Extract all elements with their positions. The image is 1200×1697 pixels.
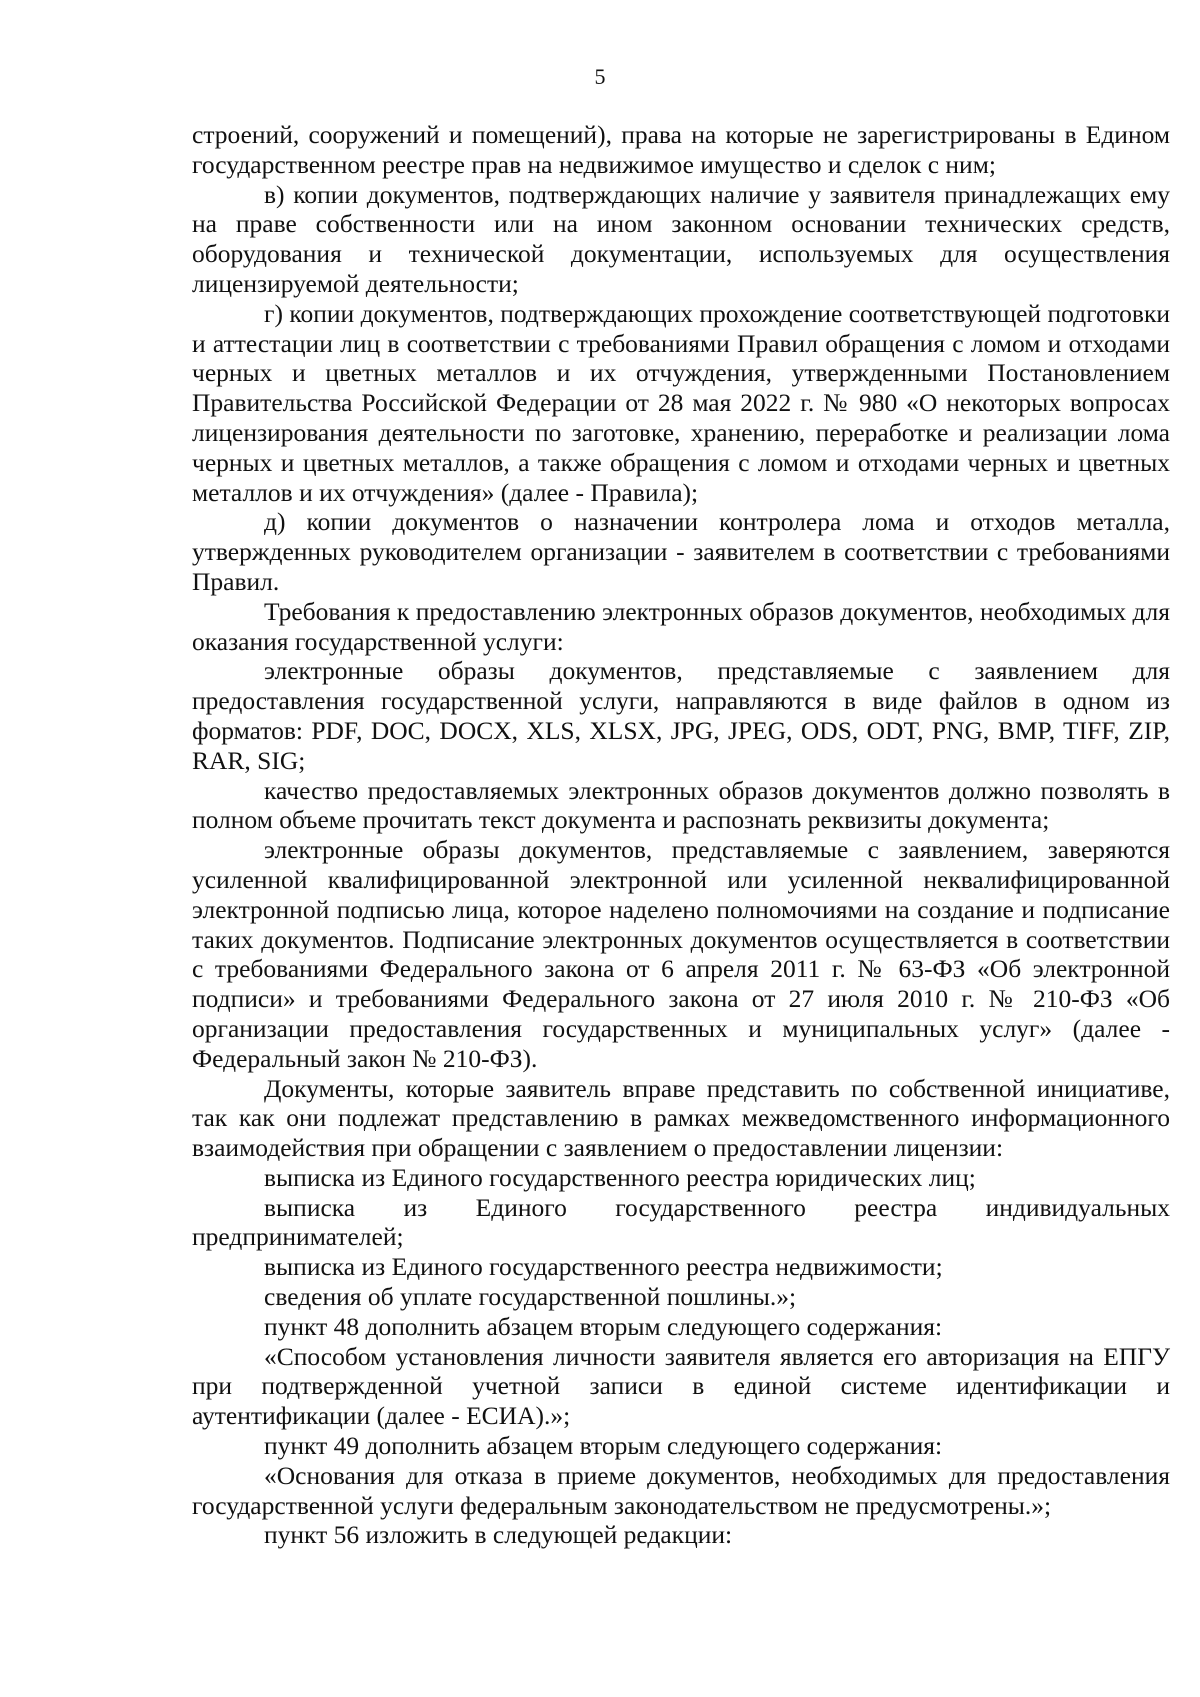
- document-body: [192, 120, 1170, 1550]
- paragraph-electronic-signature: электронные образы документов, представляемые с заявлением, заверяются усиленной квалифицированной электронной или усиленной неквалифицированной электронной подписью лица, которое наделено полномочиями на создание и подписание таких документов. Подписание электронных документов осуществляется в соответствии с требованиями Федерального закона от 6 апреля 2011 г. № 63-ФЗ «Об электронной подписи» и требованиями Федерального закона от 27 июля 2010 г. № 210-ФЗ «Об организации предоставления государственных и муниципальных услуг» (далее - Федеральный закон № 210-ФЗ).: [192, 835, 1170, 1073]
- paragraph-item-48: пункт 48 дополнить абзацем вторым следующего содержания:: [264, 1311, 943, 1341]
- paragraph-item-d: д) копии документов о назначении контролера лома и отходов металла, утвержденных руководителем организации - заявителем в соответствии с требованиями Правил.: [192, 507, 1170, 596]
- list-item-state-fee: сведения об уплате государственной пошлины.»;: [264, 1282, 797, 1312]
- paragraph-file-formats: электронные образы документов, представляемые с заявлением для предоставления государственной услуги, направляются в виде файлов в одном из форматов: PDF, DOC, DOCX, XLS, XLSX, JPG, JPEG, ODS, ODT, PNG, BMP, TIFF, ZIP, RAR, SIG;: [192, 656, 1170, 775]
- paragraph-refusal-grounds: «Основания для отказа в приеме документов, необходимых для предоставления государственной услуги федеральным законодательством не предусмотрены.»;: [192, 1460, 1170, 1520]
- paragraph-item-56: пункт 56 изложить в следующей редакции:: [264, 1520, 733, 1550]
- paragraph-identity-verification: «Способом установления личности заявителя является его авторизация на ЕПГУ при подтвержденной учетной записи в единой системе идентификации и аутентификации (далее - ЕСИА).»;: [192, 1341, 1170, 1431]
- page-number: 5: [594, 64, 606, 89]
- list-item-egrip: выписка из Единого государственного реестра индивидуальных предпринимателей;: [192, 1192, 1170, 1252]
- paragraph-item-g: г) копии документов, подтверждающих прохождение соответствующей подготовки и аттестации лиц в соответствии с требованиями Правил обращения с ломом и отходами черных и цветных металлов и их отчуждения, утвержденными Постановлением Правительства Российской Федерации от 28 мая 2022 г. № 980 «О некоторых вопросах лицензирования деятельности по заготовке, хранению, переработке и реализации лома черных и цветных металлов, а также обращения с ломом и отходами черных и цветных металлов и их отчуждения» (далее - Правила);: [192, 298, 1170, 507]
- paragraph-requirements-heading: Требования к предоставлению электронных образов документов, необходимых для оказания государственной услуги:: [192, 596, 1170, 656]
- paragraph-optional-documents: Документы, которые заявитель вправе представить по собственной инициативе, так как они подлежат представлению в рамках межведомственного информационного взаимодействия при обращении с заявлением о предоставлении лицензии:: [192, 1073, 1170, 1163]
- list-item-egrn: выписка из Единого государственного реестра недвижимости;: [264, 1252, 943, 1282]
- paragraph-continuation: строений, сооружений и помещений), права на которые не зарегистрированы в Едином государственном реестре прав на недвижимое имущество и сделок с ним;: [192, 120, 1170, 179]
- list-item-egrul: выписка из Единого государственного реестра юридических лиц;: [264, 1162, 976, 1192]
- paragraph-image-quality: качество предоставляемых электронных образов документов должно позволять в полном объеме прочитать текст документа и распознать реквизиты документа;: [192, 775, 1170, 835]
- paragraph-item-49: пункт 49 дополнить абзацем вторым следующего содержания:: [264, 1431, 943, 1461]
- paragraph-item-v: в) копии документов, подтверждающих наличие у заявителя принадлежащих ему на праве собственности или на ином законном основании технических средств, оборудования и технической документации, используемых для осуществления лицензируемой деятельности;: [192, 179, 1170, 298]
